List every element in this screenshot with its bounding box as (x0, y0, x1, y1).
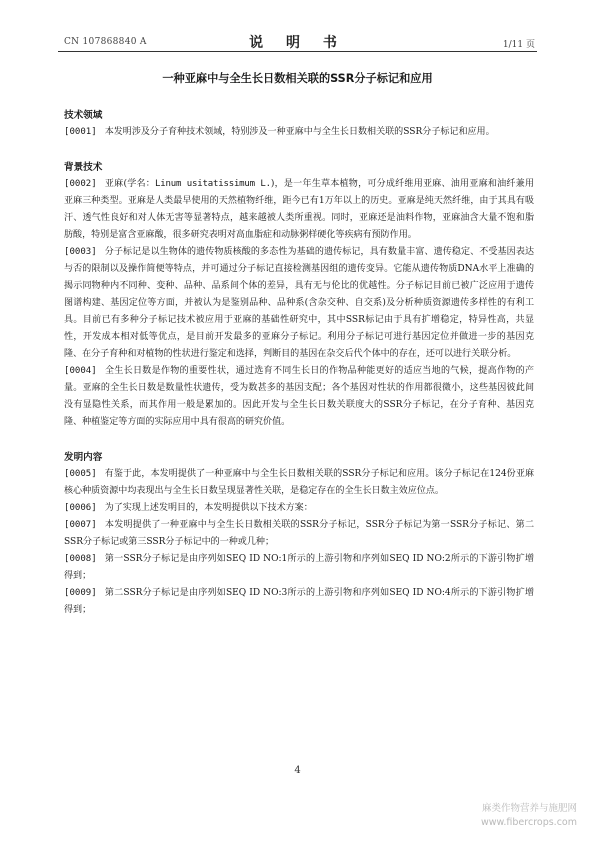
paragraph-number: [0002] (64, 179, 97, 189)
paragraph-text-pre: 亚麻(学名： (104, 179, 156, 189)
paragraph-number: [0007] (64, 520, 97, 530)
watermark-site-name: 麻类作物营养与施肥网 (481, 803, 577, 814)
paragraph-text: 第二SSR分子标记是由序列如SEQ ID NO:3所示的上游引物和序列如SEQ ID NO:4所示的下游引物扩增得到； (64, 588, 534, 615)
paragraph-text: 有鉴于此，本发明提供了一种亚麻中与全生长日数相关联的SSR分子标记和应用。该分子标记在124份亚麻核心种质资源中均表现出与全生长日数呈现显著性关联，是稳定存在的全生长日数主效应位点。 (64, 469, 534, 496)
document-body (64, 107, 534, 619)
paragraph-number: [0001] (64, 127, 97, 137)
paragraph-0002 (64, 176, 534, 244)
paragraph-0001 (64, 124, 534, 141)
paragraph-number: [0009] (64, 588, 97, 598)
paragraph-number: [0003] (64, 247, 97, 257)
paragraph-0005 (64, 466, 534, 500)
paragraph-text-post: )，是一年生草本植物，可分成纤维用亚麻、油用亚麻和油纤兼用亚麻三种类型。亚麻是人类最早使用的天然植物纤维，距今已有1万年以上的历史。亚麻是纯天然纤维，由于其具有吸汗、透气性良好和对人体无害等显著特点，越来越被人类所重视。同时，亚麻还是油料作物，亚麻油含大量不饱和脂肪酸，特别是富含亚麻酸，很多研究表明对高血脂症和动脉粥样硬化等疾病有预防作用。 (64, 179, 534, 240)
page-header (0, 0, 595, 52)
paragraph-0003 (64, 244, 534, 363)
paragraph-number: [0005] (64, 469, 97, 479)
paragraph-text: 本发明涉及分子育种技术领域，特别涉及一种亚麻中与全生长日数相关联的SSR分子标记和应用。 (104, 127, 495, 137)
paragraph-text: 为了实现上述发明目的，本发明提供以下技术方案： (104, 503, 313, 513)
page-of-total: 1/11 页 (502, 40, 535, 50)
paragraph-0004 (64, 363, 534, 431)
paragraph-text: 全生长日数是作物的重要性状，通过选育不同生长日的作物品种能更好的适应当地的气候，提高作物的产量。亚麻的全生长日数是数量性状遗传，受为数甚多的基因支配；各个基因对性状的作用都很微小，这些基因彼此间没有显隐性关系，而其作用一般是累加的。因此开发与全生长日数关联度大的SSR分子标记，在分子育种、基因克隆、种植鉴定等方面的实际应用中具有很高的研究价值。 (64, 366, 534, 427)
section-heading-invention: 发明内容 (64, 452, 103, 463)
header-divider (58, 51, 537, 52)
section-heading-tech-field: 技术领域 (64, 110, 103, 121)
patent-number: CN 107868840 A (64, 37, 147, 47)
paragraph-number: [0006] (64, 503, 97, 513)
latin-name: Linum usitatissimum L. (155, 179, 271, 189)
paragraph-0006 (64, 500, 534, 517)
document-type: 说 明 书 (249, 35, 346, 51)
watermark-url: www.fibercrops.com (480, 817, 577, 828)
paragraph-0007 (64, 517, 534, 551)
section-heading-background: 背景技术 (64, 162, 103, 173)
watermark (481, 802, 577, 830)
page-number: 4 (294, 765, 301, 776)
paragraph-text: 分子标记是以生物体的遗传物质核酸的多态性为基础的遗传标记，具有数量丰富、遗传稳定、不受基因表达与否的限制以及操作简便等特点，并可通过分子标记直接检测基因组的遗传变异。它能从遗传物质DNA水平上准确的揭示同物种内不同种、变种、品种、品系间个体的差异，具有无与伦比的优越性。分子标记目前已被广泛应用于遗传图谱构建、基因定位等方面，并被认为是鉴别品种、品种系(含杂交种、自交系)及分析种质资源遗传多样性的有利工具。目前已有多种分子标记技术被应用于亚麻的基础性研究中，其中SSR标记由于具有扩增稳定，特异性高，共显性，开发成本相对低等优点，是目前开发最多的亚麻分子标记。利用分子标记可进行基因定位并做进一步的基因克隆、在分子育种和对植物的性状进行鉴定和选择，判断目的基因在杂交后代个体中的存在，还可以进行关联分析。 (64, 247, 534, 359)
paragraph-text: 本发明提供了一种亚麻中与全生长日数相关联的SSR分子标记，SSR分子标记为第一SSR分子标记、第二SSR分子标记或第三SSR分子标记中的一种或几种； (64, 520, 534, 547)
document-title: 一种亚麻中与全生长日数相关联的SSR分子标记和应用 (162, 72, 433, 85)
paragraph-number: [0008] (64, 554, 97, 564)
paragraph-number: [0004] (64, 366, 97, 376)
paragraph-0009 (64, 585, 534, 619)
paragraph-text: 第一SSR分子标记是由序列如SEQ ID NO:1所示的上游引物和序列如SEQ ID NO:2所示的下游引物扩增得到； (64, 554, 534, 581)
paragraph-0008 (64, 551, 534, 585)
